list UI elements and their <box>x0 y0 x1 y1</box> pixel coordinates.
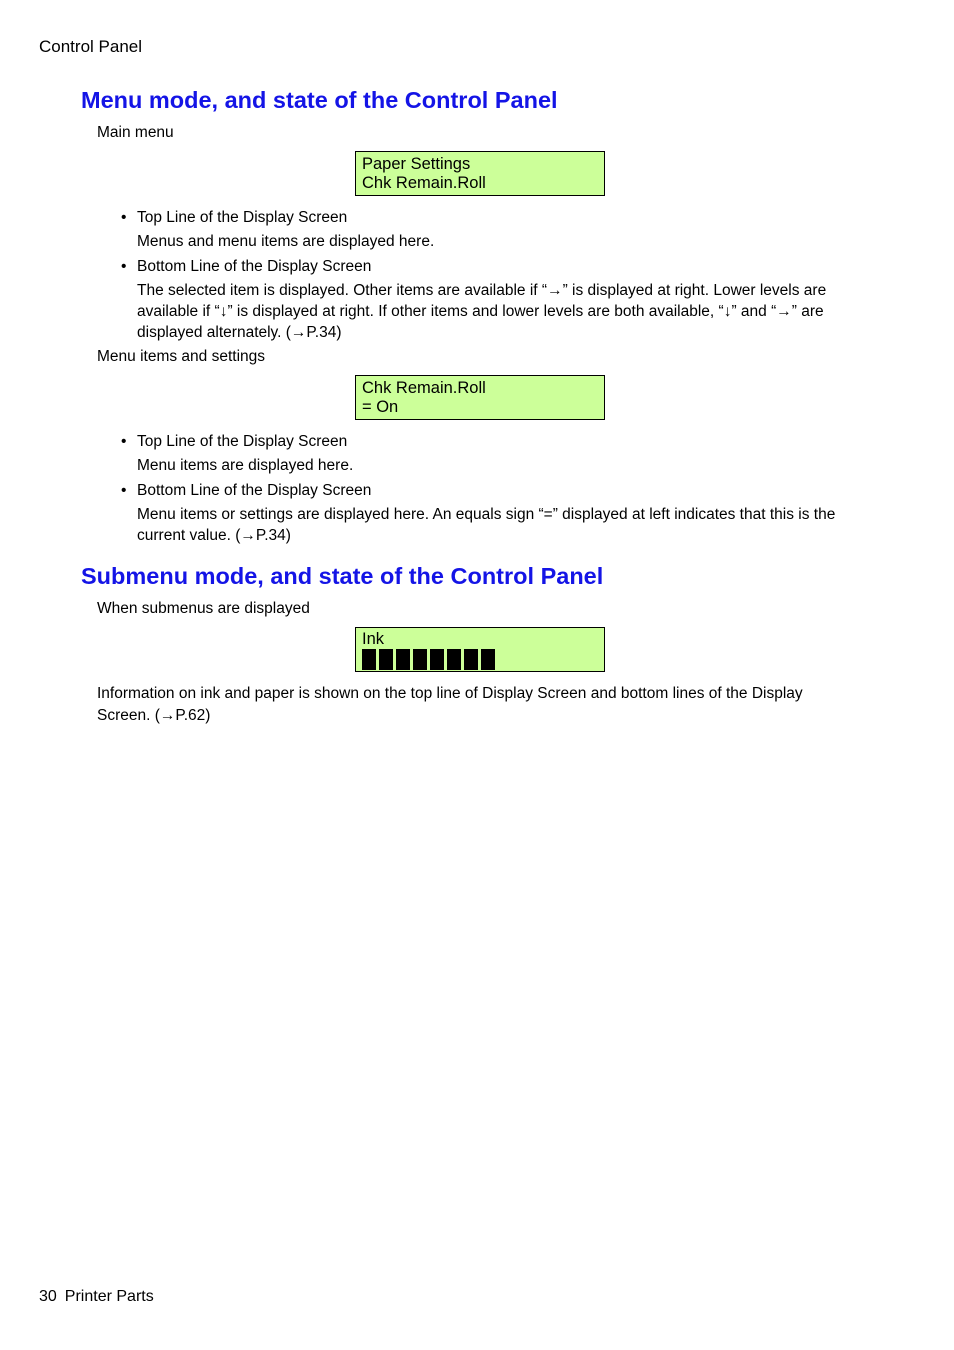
bullet-dot-icon: • <box>121 482 127 499</box>
submenu-label: When submenus are displayed <box>97 600 310 617</box>
bullet-title: Top Line of the Display Screen <box>137 209 348 226</box>
ink-level-block <box>447 649 461 670</box>
ink-level-block <box>362 649 376 670</box>
menu-items-settings-label: Menu items and settings <box>97 348 266 365</box>
lcd-top-line: Paper Settings <box>362 155 471 173</box>
page-footer <box>39 1287 154 1307</box>
bullet-title: Top Line of the Display Screen <box>137 433 348 450</box>
bullet-text: Menu items or settings are displayed here. An equals sign “=” displayed at left indicates that this is the current value. (→P.34) <box>137 506 836 544</box>
ink-level-block <box>481 649 495 670</box>
lcd-top-line: Ink <box>362 630 385 648</box>
bullet-dot-icon: • <box>121 209 127 226</box>
ink-level-block <box>430 649 444 670</box>
section-heading-submenu-mode: Submenu mode, and state of the Control Panel <box>81 563 604 589</box>
section-heading-menu-mode: Menu mode, and state of the Control Panel <box>81 87 558 113</box>
ink-paper-info-text: Information on ink and paper is shown on the top line of Display Screen and bottom lines of the Display Screen. (→P.62) <box>97 685 803 724</box>
ink-level-bar <box>362 649 495 670</box>
bullet-item <box>121 481 371 501</box>
bullet-text: The selected item is displayed. Other items are available if “→” is displayed at right. Lower levels are available if “↓” is displayed at right. If other items and lower levels are both available, “↓” and “→” are displayed alternately. (→P.34) <box>137 282 827 341</box>
lcd-display-menu-items <box>355 375 605 420</box>
lcd-display-main-menu <box>355 151 605 196</box>
bullet-dot-icon: • <box>121 258 127 275</box>
ink-level-block <box>379 649 393 670</box>
lcd-bottom-line: Chk Remain.Roll <box>362 174 486 192</box>
footer-chapter: Printer Parts <box>64 1288 154 1305</box>
bullet-title: Bottom Line of the Display Screen <box>137 482 372 499</box>
bullet-item <box>121 432 347 452</box>
lcd-display-ink <box>355 627 605 672</box>
bullet-text: Menu items are displayed here. <box>137 457 354 474</box>
ink-level-block <box>413 649 427 670</box>
ink-level-block <box>396 649 410 670</box>
bullet-item <box>121 208 347 228</box>
lcd-bottom-line: = On <box>362 398 399 416</box>
ink-level-block <box>464 649 478 670</box>
page-number: 30 <box>39 1288 57 1305</box>
bullet-dot-icon: • <box>121 433 127 450</box>
bullet-text: Menus and menu items are displayed here. <box>137 233 435 250</box>
running-head-title: Control Panel <box>39 37 143 56</box>
lcd-top-line: Chk Remain.Roll <box>362 379 486 397</box>
main-menu-label: Main menu <box>97 124 174 141</box>
bullet-item <box>121 257 371 277</box>
bullet-title: Bottom Line of the Display Screen <box>137 258 372 275</box>
